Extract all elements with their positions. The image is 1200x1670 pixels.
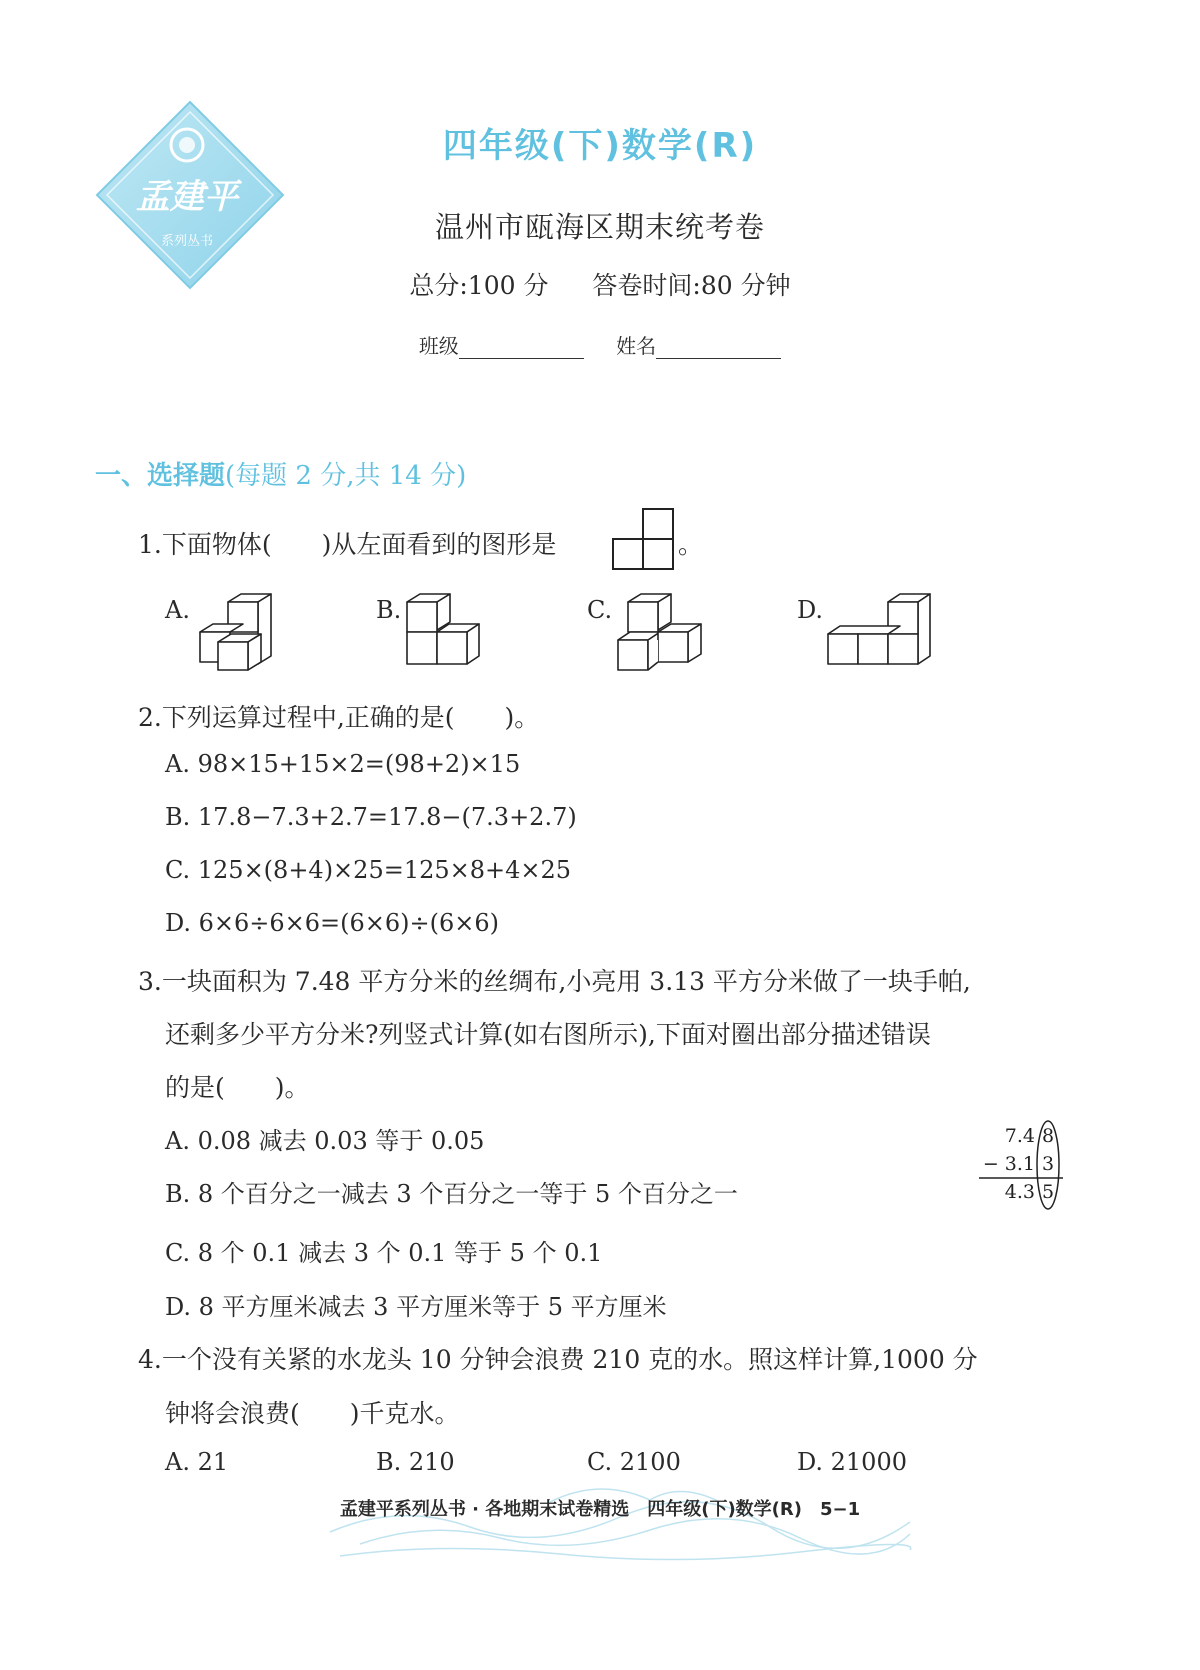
logo-brand: 孟建平 [136,177,238,217]
calc-row-1: 7.4 [1004,1125,1035,1147]
calc-row-3: 4.3 [1004,1181,1035,1203]
section-note: (每题 2 分,共 14 分) [225,461,467,491]
q1-option-d-figure [826,592,936,668]
class-blank[interactable] [459,338,584,359]
q1-option-a-label[interactable]: A. [165,596,190,624]
q3-option-a[interactable]: A. 0.08 减去 0.03 等于 0.05 [165,1127,485,1155]
question-1-stem [138,525,556,561]
left-view-figure [612,507,676,571]
q4-option-a[interactable]: A. 21 [165,1448,229,1476]
q4-option-b[interactable]: B. 210 [376,1448,455,1476]
name-label: 姓名 [616,334,657,358]
q4-option-d[interactable]: D. 21000 [797,1448,907,1476]
q3-option-b[interactable]: B. 8 个百分之一减去 3 个百分之一等于 5 个百分之一 [165,1180,738,1208]
exam-title: 四年级(下)数学(R) [442,126,758,166]
section-title: 一、选择题 [95,461,226,491]
q1-option-b-figure [405,592,485,670]
question-4-line-1: 4.一个没有关紧的水龙头 10 分钟会浪费 210 克的水。照这样计算,1000 分 [138,1345,978,1374]
name-blank[interactable] [656,338,781,359]
q2-option-d[interactable]: D. 6×6÷6×6=(6×6)÷(6×6) [165,909,500,937]
score-time-line [0,266,1200,302]
exam-subtitle: 温州市瓯海区期末统考卷 [434,210,765,244]
question-3-line-1: 3.一块面积为 7.48 平方分米的丝绸布,小亮用 3.13 平方分米做了一块手帕, [138,967,971,996]
total-score: 总分:100 分 [409,271,549,300]
section-heading [95,455,466,492]
class-label: 班级 [418,334,459,358]
logo-series: 系列丛书 [160,234,214,249]
q3-option-c[interactable]: C. 8 个 0.1 减去 3 个 0.1 等于 5 个 0.1 [165,1239,603,1267]
q1-option-c-label[interactable]: C. [587,596,613,624]
page-footer: 孟建平系列丛书 · 各地期末试卷精选 四年级(下)数学(R) 5−1 [339,1499,861,1520]
question-2-text: 2.下列运算过程中,正确的是( )。 [138,703,540,732]
q2-option-a[interactable]: A. 98×15+15×2=(98+2)×15 [165,750,521,778]
q1-option-b-label[interactable]: B. [376,596,402,624]
question-4-line-2: 钟将会浪费( )千克水。 [165,1399,460,1428]
question-3-line-3: 的是( )。 [165,1073,310,1102]
q1-option-c-figure [616,592,706,672]
q1-option-d-label[interactable]: D. [797,596,824,624]
q2-option-b[interactable]: B. 17.8−7.3+2.7=17.8−(7.3+2.7) [165,803,577,831]
calc-row-3-circled: 5 [1041,1181,1055,1203]
question-1-text: 1.下面物体( )从左面看到的图形是 [138,530,557,559]
q2-option-c[interactable]: C. 125×(8+4)×25=125×8+4×25 [165,856,572,884]
question-1-end: 。 [678,530,704,559]
student-info-line [0,330,1200,359]
q1-option-a-figure [198,592,278,672]
question-3-line-2: 还剩多少平方分米?列竖式计算(如右图所示),下面对圈出部分描述错误 [165,1020,931,1049]
calc-row-2-circled: 3 [1041,1153,1055,1175]
exam-time: 答卷时间:80 分钟 [592,271,791,300]
calc-row-1-circled: 8 [1041,1125,1055,1147]
vertical-subtraction-figure [975,1118,1070,1210]
q4-option-c[interactable]: C. 2100 [587,1448,681,1476]
calc-row-2: − 3.1 [982,1153,1035,1175]
q3-option-d[interactable]: D. 8 平方厘米减去 3 平方厘米等于 5 平方厘米 [165,1293,667,1321]
